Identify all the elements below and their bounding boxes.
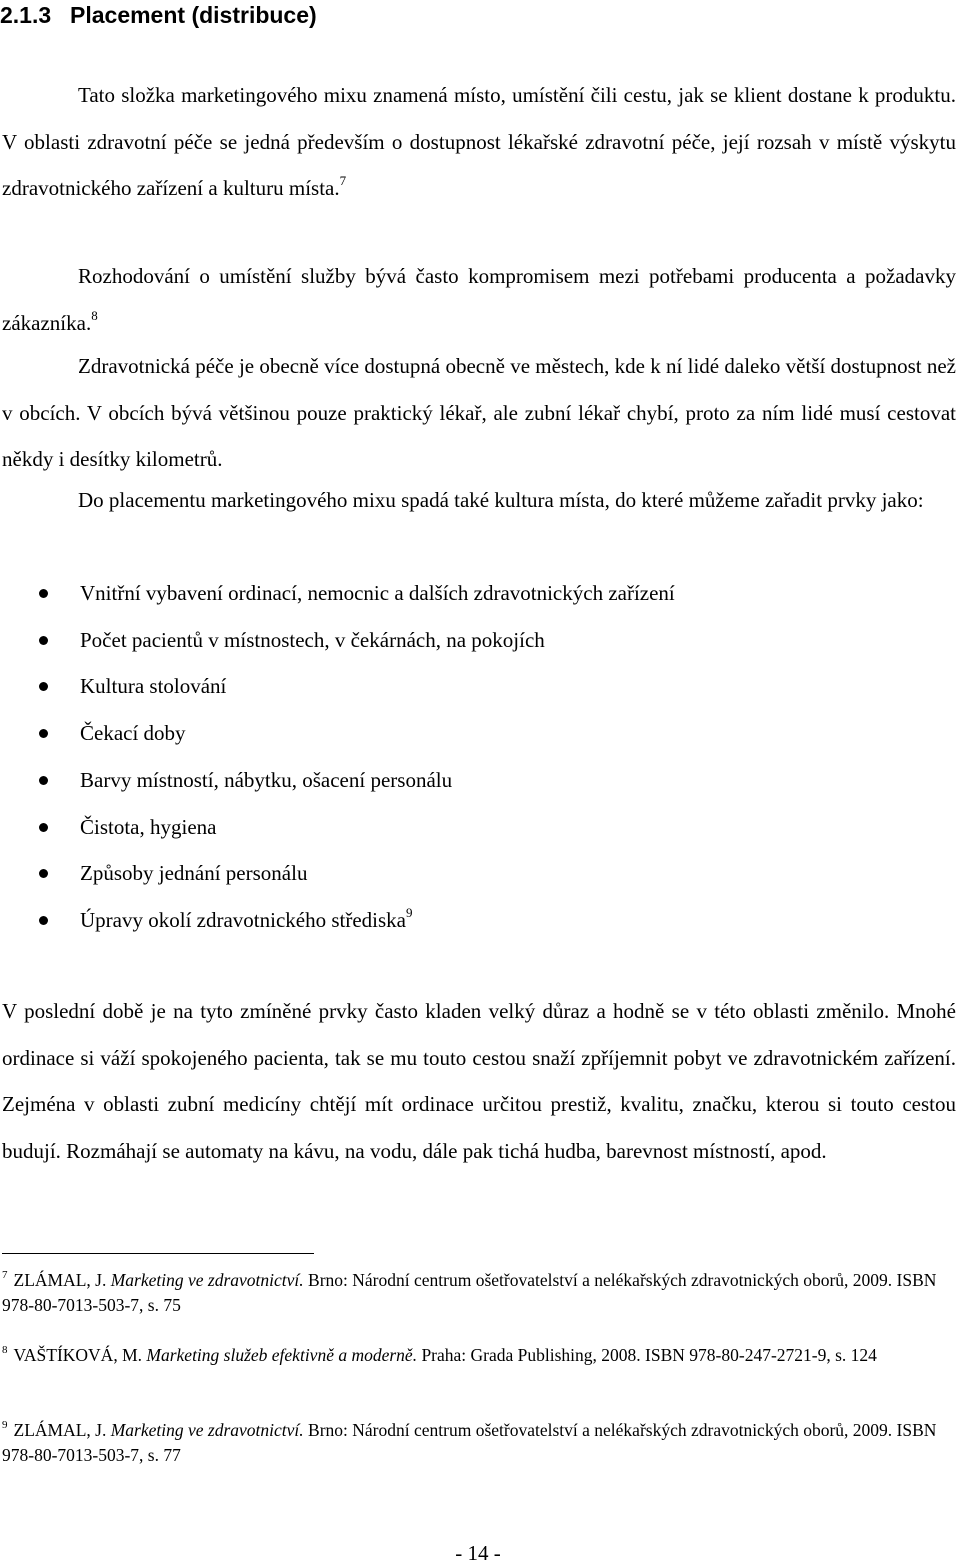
paragraph-availability: Zdravotnická péče je obecně více dostupná obecně ve městech, kde k ní lidé daleko větší dostupnost než v obcích. V obcích bývá většinou pouze praktický lékař, ale zubní lékař chybí, proto za ním lidé musí cestovat někdy i desítky kilometrů.	[2, 354, 956, 471]
paragraph-recent-changes: V poslední době je na tyto zmíněné prvky často kladen velký důraz a hodně se v této oblasti změnilo. Mnohé ordinace si váží spokojeného pacienta, tak se mu touto cestou snaží zpříjemnit pobyt ve zdravotnickém zařízení. Zejména v oblasti zubní medicíny chtějí mít ordinace určitou prestiž, kvalitu, značku, kterou si touto cestou budují. Rozmáhají se automaty na kávu, na vodu, dále pak tichá hudba, barevnost místností, apod.	[2, 999, 956, 1163]
paragraph-intro: Tato složka marketingového mixu znamená místo, umístění čili cestu, jak se klient dostane k produktu. V oblasti zdravotní péče se jedná především o dostupnost lékařské zdravotní péče, její rozsah v místě výskytu zdravotnického zařízení a kulturu místa.$^7$	[2, 83, 956, 200]
list-item: Barvy místností, nábytku, ošacení personálu	[0, 757, 956, 804]
list-item: Čistota, hygiena	[0, 804, 956, 851]
list-item: Způsoby jednání personálu	[0, 850, 956, 897]
bullet-icon	[39, 776, 48, 785]
list-item: Čekací doby	[0, 710, 956, 757]
footnote-9: $^9$ ZLÁMAL, J. Marketing ve zdravotnictví. Brno: Národní centrum ošetřovatelství a nelékařských zdravotnických oborů, 2009. ISBN 978-80-7013-503-7, s. 77	[2, 1419, 937, 1465]
section-title: Placement (distribuce)	[70, 2, 317, 28]
bullet-icon	[39, 636, 48, 645]
bullet-icon	[39, 682, 48, 691]
bullet-icon	[39, 916, 48, 925]
section-number: 2.1.3	[0, 2, 52, 28]
footnote-ref-8: 8	[91, 307, 98, 323]
footnote-8: $^8$ VAŠTÍKOVÁ, M. Marketing služeb efektivně a moderně. Praha: Grada Publishing, 2008. ISBN 978-80-247-2721-9, s. 124	[2, 1344, 877, 1365]
page-number: - 14 -	[455, 1541, 501, 1565]
footnote-7: $^7$ ZLÁMAL, J. Marketing ve zdravotnictví. Brno: Národní centrum ošetřovatelství a nelékařských zdravotnických oborů, 2009. ISBN 978-80-7013-503-7, s. 75	[2, 1269, 937, 1315]
list-item: Vnitřní vybavení ordinací, nemocnic a dalších zdravotnických zařízení	[0, 570, 956, 617]
list-item: Úpravy okolí zdravotnického střediska$^9$	[0, 897, 956, 944]
list-item: Kultura stolování	[0, 663, 956, 710]
bullet-icon	[39, 823, 48, 832]
bullet-icon	[39, 589, 48, 598]
bullet-icon	[39, 729, 48, 738]
bullet-list	[0, 570, 956, 944]
paragraph-decision: Rozhodování o umístění služby bývá často kompromisem mezi potřebami producenta a požadavky zákazníka.$^8$	[2, 264, 956, 335]
footnote-separator	[2, 1253, 314, 1254]
bullet-icon	[39, 869, 48, 878]
section-heading	[0, 0, 317, 30]
footnote-ref-7: 7	[339, 173, 347, 188]
footnote-ref-9: 9	[406, 904, 413, 920]
list-item: Počet pacientů v místnostech, v čekárnách, na pokojích	[0, 617, 956, 664]
paragraph-placement-culture: Do placementu marketingového mixu spadá také kultura místa, do které můžeme zařadit prvky jako:	[78, 488, 924, 512]
